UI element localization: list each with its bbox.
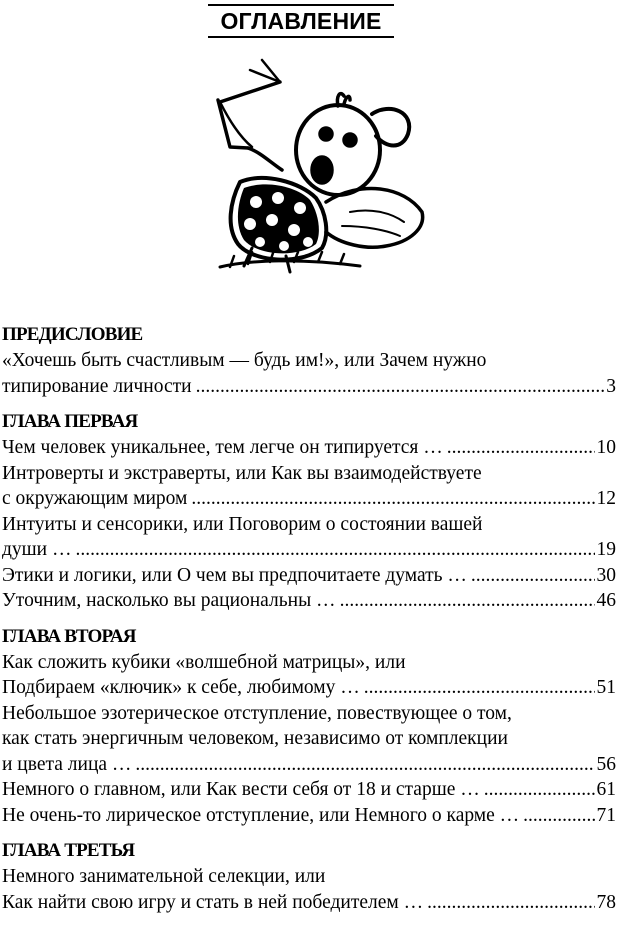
section-heading: ГЛАВА ПЕРВАЯ [2, 411, 138, 432]
toc-entry[interactable] [0, 675, 618, 701]
toc-section-chapter-1 [0, 409, 618, 614]
dot-leader [191, 486, 594, 512]
toc-section-chapter-2 [0, 624, 618, 829]
entry-line: Уточним, насколько вы рациональны … [2, 590, 336, 611]
section-heading: ГЛАВА ТРЕТЬЯ [2, 840, 135, 861]
page-number: 3 [606, 375, 616, 397]
dot-leader [364, 675, 595, 701]
page-number: 51 [596, 677, 616, 698]
page-number: 19 [596, 539, 616, 560]
toc-entry[interactable] [0, 890, 618, 916]
page-number: 61 [596, 779, 616, 800]
entry-line: Немного о главном, или Как вести себя от 18 и старше … [2, 779, 480, 800]
entry-line: Подбираем «ключик» к себе, любимому … [2, 677, 360, 698]
dot-leader [427, 890, 594, 916]
toc-entry[interactable] [0, 537, 618, 563]
dot-leader [135, 752, 594, 778]
toc-entry[interactable] [0, 486, 618, 512]
dot-leader [196, 374, 605, 400]
page-number: 78 [596, 891, 616, 913]
entry-line: Как сложить кубики «волшебной матрицы», или [2, 651, 406, 673]
page-number: 46 [596, 590, 616, 611]
entry-line: Немного занимательной селекции, или [2, 866, 326, 887]
cartoon-character-with-flag-icon [190, 52, 440, 292]
entry-line: Интуиты и сенсорики, или Поговорим о состоянии вашей [2, 513, 483, 535]
page-title: ОГЛАВЛЕНИЕ [208, 4, 394, 38]
toc-entry[interactable] [0, 777, 618, 803]
entry-line: типирование личности [2, 375, 192, 397]
dot-leader [523, 803, 594, 829]
dot-leader [484, 777, 595, 803]
entry-line: Этики и логики, или О чем вы предпочитаете думать … [2, 564, 467, 586]
entry-line: Не очень-то лирическое отступление, или Немного о карме … [2, 804, 520, 826]
toc-entry[interactable] [0, 588, 618, 614]
page-number: 71 [596, 804, 616, 826]
toc-entry[interactable] [0, 435, 618, 461]
toc-section-chapter-3 [0, 838, 618, 915]
toc-section-preface [0, 322, 618, 399]
entry-line: и цвета лица … [2, 753, 132, 775]
toc-entry[interactable] [0, 803, 618, 829]
section-heading: ГЛАВА ВТОРАЯ [2, 625, 136, 647]
entry-line: Как найти свою игру и стать в ней победителем … [2, 891, 424, 913]
entry-line: Чем человек уникальнее, тем легче он типируется … [2, 437, 443, 458]
dot-leader [447, 435, 595, 461]
toc-entry[interactable] [0, 374, 618, 400]
toc-entry[interactable] [0, 563, 618, 589]
entry-line: с окружающим миром [2, 488, 188, 509]
entry-line: души … [2, 539, 72, 560]
entry-line: как стать энергичным человеком, независимо от комплекции [2, 728, 508, 749]
entry-line: «Хочешь быть счастливым — будь им!», или Зачем нужно [2, 350, 487, 371]
table-of-contents [0, 322, 618, 915]
entry-line: Небольшое эзотерическое отступление, повествующее о том, [2, 702, 512, 724]
page-number: 10 [596, 437, 616, 458]
dot-leader [471, 563, 595, 589]
section-heading: ПРЕДИСЛОВИЕ [2, 324, 143, 345]
entry-line: Интроверты и экстраверты, или Как вы взаимодействуете [2, 462, 482, 484]
page-number: 12 [596, 488, 616, 509]
page-number: 56 [596, 753, 616, 775]
toc-entry[interactable] [0, 752, 618, 778]
page-number: 30 [596, 564, 616, 586]
dot-leader [76, 537, 595, 563]
dot-leader [340, 588, 595, 614]
